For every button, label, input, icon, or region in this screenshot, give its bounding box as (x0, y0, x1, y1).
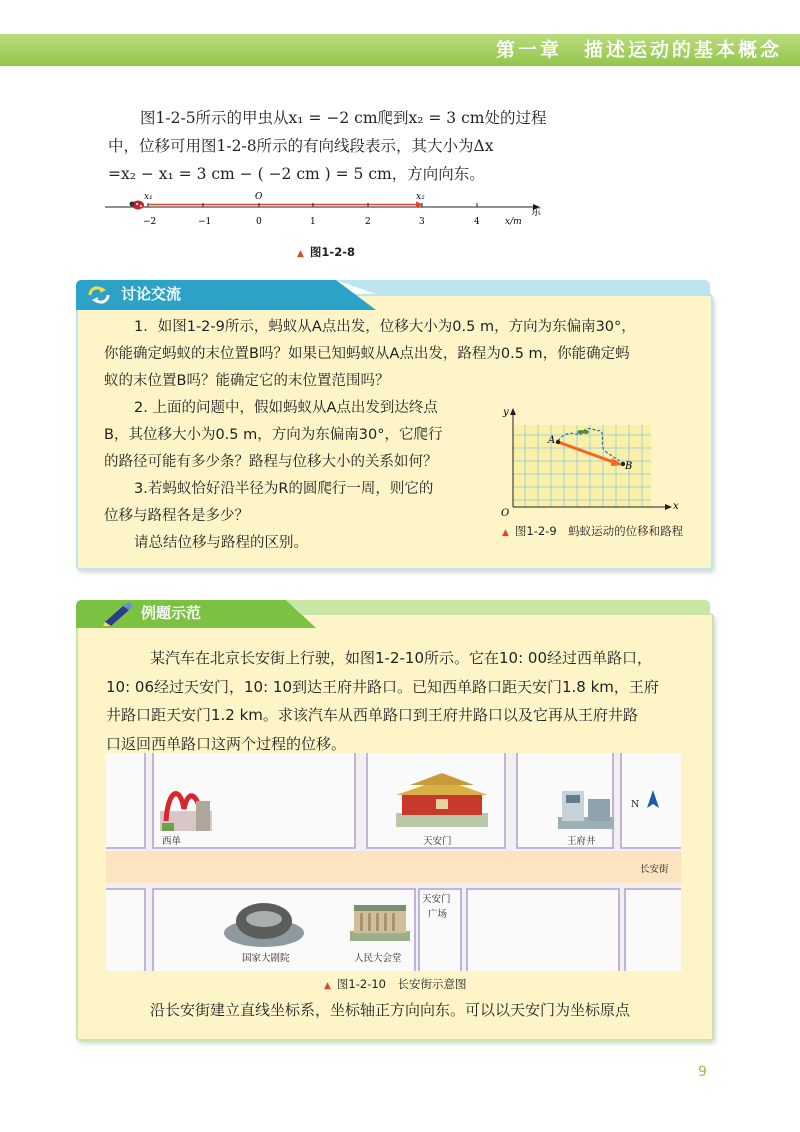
beetle-icon (130, 201, 145, 210)
example-problem (106, 644, 696, 758)
label-great-hall: 人民大会堂 (354, 953, 402, 964)
figure-number-line (100, 185, 560, 235)
y-axis-arrow (510, 408, 516, 415)
figure-1-2-10-caption: ▲ 图1-2-10 长安街示意图 (324, 977, 467, 991)
tick-label: 3 (419, 217, 425, 227)
text-line: 的路径可能有多少条？路程与位移大小的关系如何？ (104, 454, 438, 470)
north-arrow-icon (647, 790, 659, 810)
tick-label: 1 (310, 217, 316, 227)
intro-line-3: =x₂ − x₁ = 3 cm − ( −2 cm ) = 5 cm，方向向东。 (108, 165, 485, 183)
tick-label: −2 (143, 217, 157, 227)
label-tiananmen: 天安门 (423, 836, 452, 847)
text-line: 你能确定蚂蚁的末位置B吗？如果已知蚂蚁从A点出发，路程为0.5 m，你能确定蚂 (104, 346, 630, 362)
example-pen-icon (101, 602, 135, 626)
label-square-line-2: 广场 (428, 909, 448, 920)
tick-label: 0 (256, 217, 262, 227)
caption-triangle-icon: ▲ (324, 981, 331, 991)
text-line: 3.若蚂蚁恰好沿半径为R的圆爬行一周，则它的 (134, 481, 434, 497)
text-line: 位移与路程各是多少？ (104, 508, 249, 524)
label-o: O (501, 508, 510, 517)
text-line: 2. 上面的问题中，假如蚂蚁从A点出发到达终点 (134, 400, 438, 416)
x-axis-arrow (665, 504, 672, 510)
great-hall-image (350, 901, 410, 941)
discussion-question-2 (104, 395, 494, 476)
intro-line-1: 图1-2-5所示的甲虫从x₁ = −2 cm爬到x₂ = 3 cm处的过程 (140, 109, 547, 127)
text-line: 井路口距天安门1.2 km。求该汽车从西单路口到王府井路口以及它再从王府井路 (106, 706, 638, 724)
text-line: 某汽车在北京长安街上行驶，如图1-2-10所示。它在10: 00经过西单路口， (150, 649, 652, 667)
discussion-icon (87, 285, 111, 305)
national-theatre-image (222, 893, 306, 951)
label-changan-street: 长安街 (640, 864, 669, 875)
map-block (106, 753, 146, 849)
point-a (556, 440, 560, 444)
tiananmen-landmark-image (396, 769, 488, 827)
xidan-landmark-image (158, 781, 214, 833)
tick-label: 2 (365, 217, 371, 227)
label-axis-unit: x/m (505, 217, 522, 227)
label-b: B (625, 461, 633, 472)
label-x: x (673, 501, 679, 512)
example-title: 例题示范 (141, 604, 202, 622)
discussion-title: 讨论交流 (121, 285, 182, 303)
map-block (624, 888, 681, 971)
label-east: 东 (531, 207, 541, 218)
label-x1: x₁ (144, 192, 153, 202)
intro-paragraph (108, 104, 548, 188)
text-line: 1．如图1-2-9所示，蚂蚁从A点出发，位移大小为0.5 m，方向为东偏南30°， (134, 319, 636, 335)
page-number: 9 (698, 1064, 707, 1080)
label-a: A (548, 435, 556, 446)
text-line: 蚁的末位置B吗？能确定它的末位置范围吗？ (104, 373, 390, 389)
figure-1-2-9-caption: ▲ 图1-2-9 蚂蚁运动的位移和路程 (502, 524, 684, 538)
tick-label: 4 (474, 217, 480, 227)
discussion-question-3 (104, 476, 494, 557)
caption-triangle-icon: ▲ (297, 249, 304, 259)
tick-label: −1 (198, 217, 212, 227)
figure-ant-displacement (495, 405, 685, 517)
north-label: N (631, 799, 640, 810)
changan-street-road (106, 851, 681, 883)
intro-line-2: 中，位移可用图1-2-8所示的有向线段表示，其大小为Δx (108, 137, 494, 155)
text-line: B，其位移大小为0.5 m，方向为东偏南30°，它爬行 (104, 427, 443, 443)
wangfujing-landmark-image (558, 789, 614, 829)
label-xidan: 西单 (162, 836, 182, 847)
text-line: 10: 06经过天安门，10: 10到达王府井路口。已知西单路口距天安门1.8 km，王府 (106, 677, 659, 696)
chapter-title: 第一章 描述运动的基本概念 (495, 39, 782, 61)
label-x2: x₂ (416, 192, 425, 202)
label-origin: O (255, 192, 263, 202)
map-block (466, 888, 620, 971)
text-line: 请总结位移与路程的区别。 (134, 535, 308, 551)
map-block (106, 888, 146, 971)
figure-1-2-8-caption: ▲ 图1-2-8 (297, 245, 355, 259)
caption-triangle-icon: ▲ (502, 528, 509, 538)
example-solution-start: 沿长安街建立直线坐标系，坐标轴正方向向东。可以以天安门为坐标原点 (150, 1001, 631, 1019)
ant-icon (577, 430, 589, 434)
label-square-line-1: 天安门 (422, 894, 451, 905)
label-y: y (503, 407, 509, 418)
discussion-question-1 (104, 314, 704, 395)
label-wangfujing: 王府井 (567, 836, 596, 847)
text-line: 口返回西单路口这两个过程的位移。 (106, 734, 347, 753)
changan-street-map (106, 753, 681, 971)
label-national-theatre: 国家大剧院 (242, 953, 290, 964)
